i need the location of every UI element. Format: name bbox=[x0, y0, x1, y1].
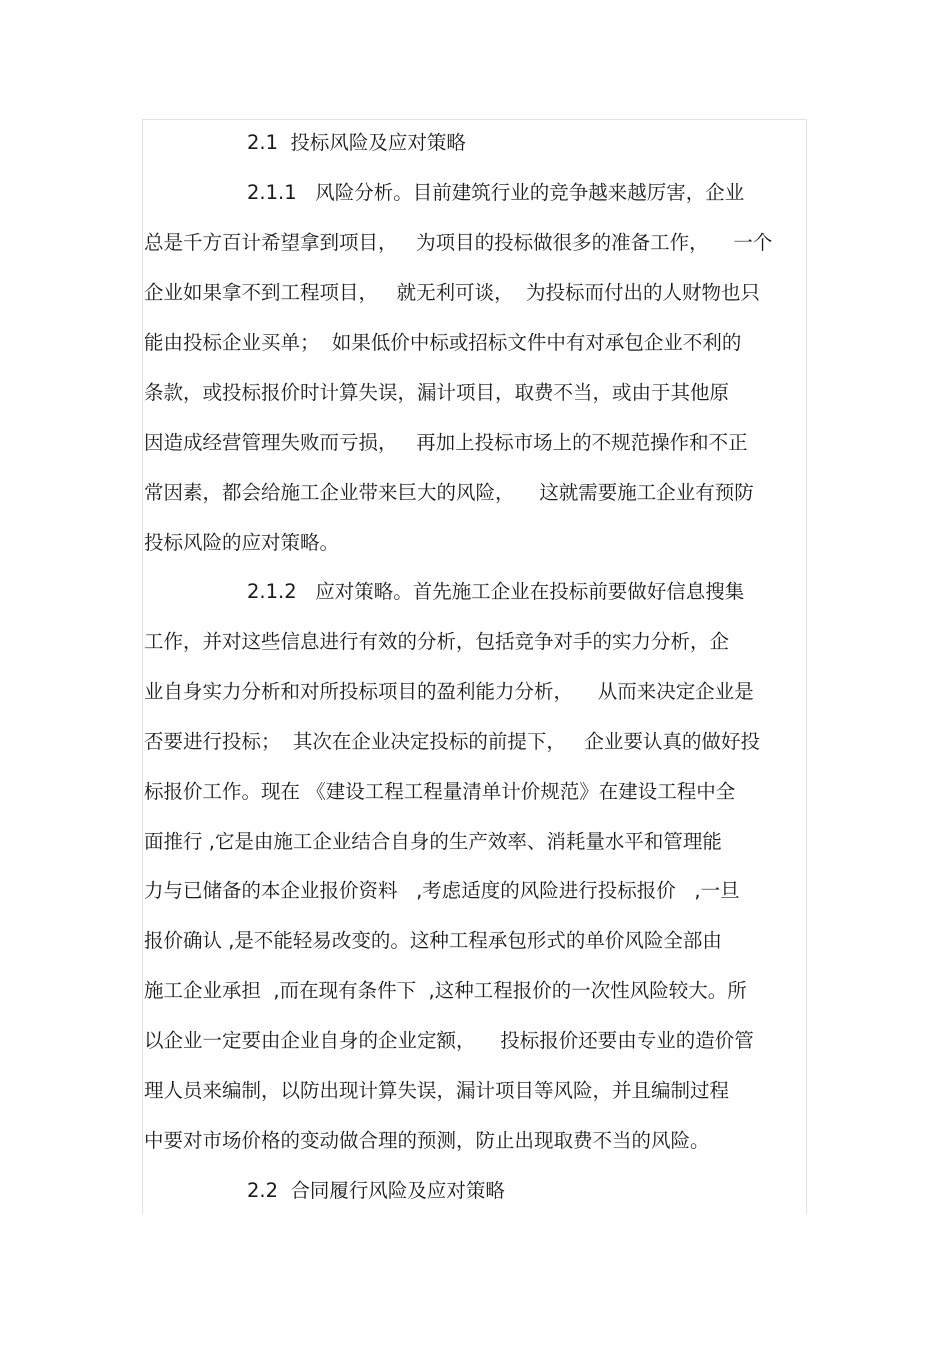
paragraph-line: 条款，或投标报价时计算失误，漏计项目，取费不当，或由于其他原 bbox=[144, 381, 730, 404]
paragraph-line: 2.1.2 应对策略。首先施工企业在投标前要做好信息搜集 bbox=[247, 580, 745, 603]
paragraph-line: 业自身实力分析和对所投标项目的盈利能力分析， 从而来决定企业是 bbox=[144, 680, 754, 703]
section-heading-2-1: 2.1 投标风险及应对策略 bbox=[247, 131, 466, 154]
paragraph-line: 报价确认 ,是不能轻易改变的。这种工程承包形式的单价风险全部由 bbox=[144, 929, 722, 952]
paragraph-line: 能由投标企业买单； 如果低价中标或招标文件中有对承包企业不利的 bbox=[144, 331, 742, 354]
paragraph-line: 标报价工作。现在 《建设工程工程量清单计价规范》在建设工程中全 bbox=[144, 780, 736, 803]
paragraph-line: 常因素，都会给施工企业带来巨大的风险， 这就需要施工企业有预防 bbox=[144, 481, 754, 504]
paragraph-line: 因造成经营管理失败而亏损， 再加上投标市场上的不规范操作和不正 bbox=[144, 431, 748, 454]
paragraph-line: 中要对市场价格的变动做合理的预测，防止出现取费不当的风险。 bbox=[144, 1129, 710, 1152]
paragraph-line: 以企业一定要由企业自身的企业定额， 投标报价还要由专业的造价管 bbox=[144, 1029, 754, 1052]
paragraph-line: 理人员来编制，以防出现计算失误，漏计项目等风险，并且编制过程 bbox=[144, 1079, 730, 1102]
paragraph-line: 力与已储备的本企业报价资料 ,考虑适度的风险进行投标报价 ,一旦 bbox=[144, 879, 740, 902]
paragraph-line: 否要进行投标； 其次在企业决定投标的前提下， 企业要认真的做好投 bbox=[144, 730, 760, 753]
paragraph-line: 工作，并对这些信息进行有效的分析，包括竞争对手的实力分析，企 bbox=[144, 630, 730, 653]
paragraph-line: 投标风险的应对策略。 bbox=[144, 531, 340, 554]
paragraph-line: 施工企业承担 ,而在现有条件下 ,这种工程报价的一次性风险较大。所 bbox=[144, 979, 747, 1002]
paragraph-line: 面推行 ,它是由施工企业结合自身的生产效率、消耗量水平和管理能 bbox=[144, 830, 722, 853]
section-heading-2-2: 2.2 合同履行风险及应对策略 bbox=[247, 1179, 505, 1202]
paragraph-line: 总是千方百计希望拿到项目， 为项目的投标做很多的准备工作， 一个 bbox=[144, 231, 773, 254]
paragraph-line: 2.1.1 风险分析。目前建筑行业的竞争越来越厉害，企业 bbox=[247, 181, 745, 204]
paragraph-line: 企业如果拿不到工程项目， 就无利可谈， 为投标而付出的人财物也只 bbox=[144, 281, 760, 304]
